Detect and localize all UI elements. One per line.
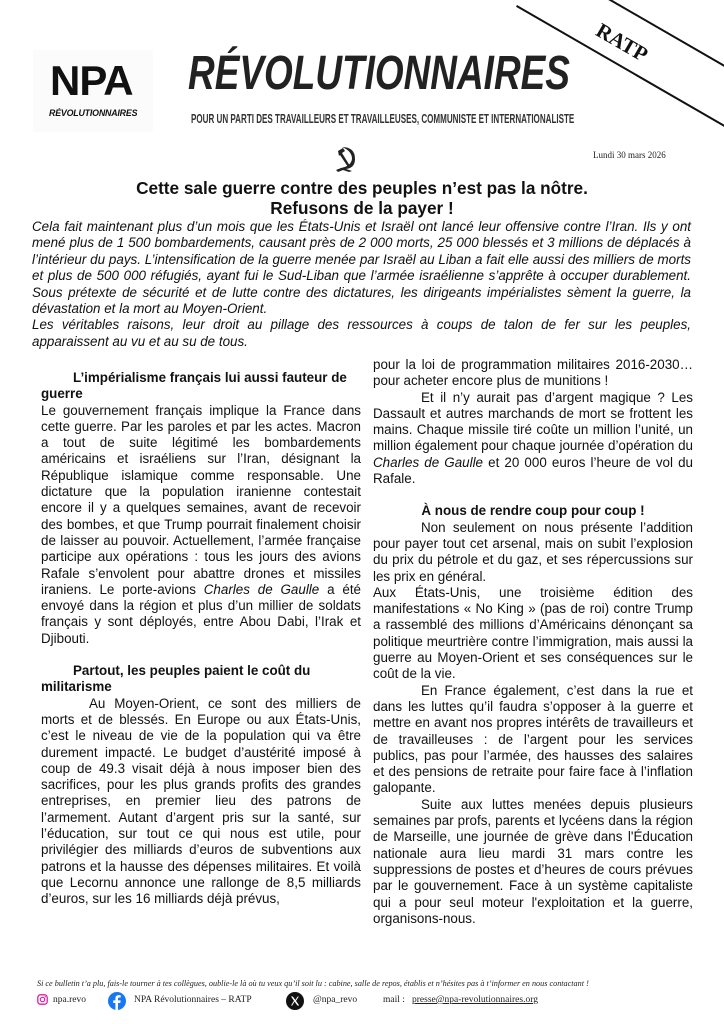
hammer-and-sickle-icon [333,144,359,172]
section-title: L’impérialisme français lui aussi fauteur de guerre [41,370,347,402]
intro-paragraph: Les véritables raisons, leur droit au pillage des ressources à coups de talon de fer sur les peuples, apparaissent au vu et au su de tous. [32,317,691,349]
mail-label: mail : [383,995,405,1005]
mail-link[interactable]: presse@npa-revolutionnaires.org [412,995,538,1005]
footer-note: Si ce bulletin t’a plu, fais-le tourner à tes collègues, oublie-le là où tu veux qu’il soit lu : cabine, salle de repos, établis et n’hésites pas à t’informer en nous contactant ! [37,979,589,988]
intro-paragraph: Cela fait maintenant plus d’un mois que les États-Unis et Israël ont lancé leur offensive contre l’Iran. Ils y ont mené plus de 1 500 bombardements, causant près de 2 000 morts, 25 000 blessés et 3 millions de déplacés à l’intérieur du pays. L’intensification de la guerre menée par Israël au Liban a fait elle aussi des milliers de morts et plus de 500 000 réfugiés, ayant fui le Sud-Liban que l’armée israélienne s’apprête à occuper durablement. Sous prétexte de sécurité et de lutte contre des dictatures, les dirigeants impérialistes sèment la guerre, la dévastation et la mort au Moyen-Orient. [32,219,691,317]
spacer [41,647,361,663]
left-column [41,370,361,908]
npa-logo [33,50,153,132]
article-paragraph [41,403,361,647]
ratp-label: RATP [592,18,653,67]
right-column [373,357,693,927]
article-paragraph: Suite aux luttes menées depuis plusieurs semaines par profs, parents et lycéens dans la région de Marseille, une journée de grève dans l'Éducation nationale aura lieu mardi 31 mars contre les suppressions de postes et d’heures de cours prévues par le gouvernement. Face à un système capitaliste qui a pour seul moteur l'exploitation et la guerre, organisons-nous. [373,796,693,926]
article-paragraph: Aux États-Unis, une troisième édition des manifestations « No King » (pas de roi) contre Trump a rassemblé des millions d’Américains dénonçant sa politique meurtrière contre l’immigration, mais aussi la guerre au Moyen-Orient et ses conséquences sur le coût de la vie. [373,584,693,682]
instagram-handle[interactable]: npa.revo [53,995,86,1005]
headline [0,178,724,218]
masthead-title: RÉVOLUTIONNAIRES [188,47,570,100]
x-twitter-icon [286,992,304,1010]
article-paragraph: Au Moyen-Orient, ce sont des milliers de morts et de blessés. En Europe ou aux États-Unis, c’est le niveau de vie de la population qui va être durement impacté. Le budget d’austérité imposé à coup de 49.3 visait déjà à nous imposer bien des sacrifices, pour les plus grands profits des grandes entreprises, en premier lieu des patrons de l’armement. Autant d’argent pris sur la santé, sur l’éducation, sur tout ce qui nous est utile, pour privilégier des milliards d’euros de subventions aux patrons et la hausse des dépenses militaires. Et voilà que Lecornu annonce une rallonge de 8,5 milliards d’euros, sur les 16 milliards déjà prévus, [41,695,361,907]
facebook-icon [108,992,126,1010]
logo-npa-text: NPA [50,57,133,104]
text-run: et 20 000 euros l’heure de vol du Rafale. [373,454,693,487]
headline-line-2: Refusons de la payer ! [270,198,454,218]
section-title: Partout, les peuples paient le coût du militarisme [41,663,311,695]
x-handle[interactable]: @npa_revo [313,995,358,1005]
article-paragraph [373,390,693,488]
logo-subtitle: RÉVOLUTIONNAIRES [49,108,138,119]
spacer [373,487,693,503]
intro-text [32,219,691,350]
section-title: À nous de rendre coup pour coup ! [421,503,645,519]
issue-date: Lundi 30 mars 2026 [593,150,666,160]
instagram-icon [37,994,48,1005]
ship-name: Charles de Gaulle [373,454,483,470]
text-run: Le gouvernement français implique la France dans cette guerre. Par les paroles et par les actes. Macron a tout de suite légitimé les bombardements américains et israéliens sur l’Iran, désignant la République islamique comme responsable. Une dictature que la population iranienne contestait encore il y a quelques semaines, avant de recevoir des bombes, et que Trump pourrait finalement choisir de laisser au pouvoir. Actuellement, l’armée française participe aux opérations : tous les jours des avions Rafale s’envolent pour abattre drones et missiles iraniens. Le porte-avions [41,402,361,597]
text-run: a été envoyé dans la région et plus d’un millier de soldats français y sont déployés, entre Abou Dabi, l’Irak et Djibouti. [41,581,361,646]
article-paragraph: pour la loi de programmation militaires 2016-2030… pour acheter encore plus de munitions ! [373,357,693,389]
facebook-page[interactable]: NPA Révolutionnaires – RATP [134,995,252,1005]
article-paragraph: Non seulement on nous présente l’addition pour payer tout cet arsenal, mais on subit l’explosion du prix du pétrole et du gaz, et ses répercussions sur les prix en général. [373,519,693,584]
text-run: Et il n’y aurait pas d’argent magique ? Les Dassault et autres marchands de mort se frottent les mains. Chaque missile tiré coûte un million l’unité, un million également pour chaque journée d’opération du [373,389,693,454]
article-paragraph: En France également, c’est dans la rue et dans les luttes qu’il faudra s’opposer à la guerre et mettre en avant nos propres intérêts de travailleurs et de travailleuses : de l’argent pour les services publics, pas pour l’armée, des hausses des salaires et des pensions de retraite pour faire face à l’inflation galopante. [373,682,693,796]
ship-name: Charles de Gaulle [203,581,320,597]
headline-line-1: Cette sale guerre contre des peuples n’est pas la nôtre. [136,178,588,198]
masthead-subtitle: POUR UN PARTI DES TRAVAILLEURS ET TRAVAILLEUSES, COMMUNISTE ET INTERNATIONALISTE [191,111,575,126]
